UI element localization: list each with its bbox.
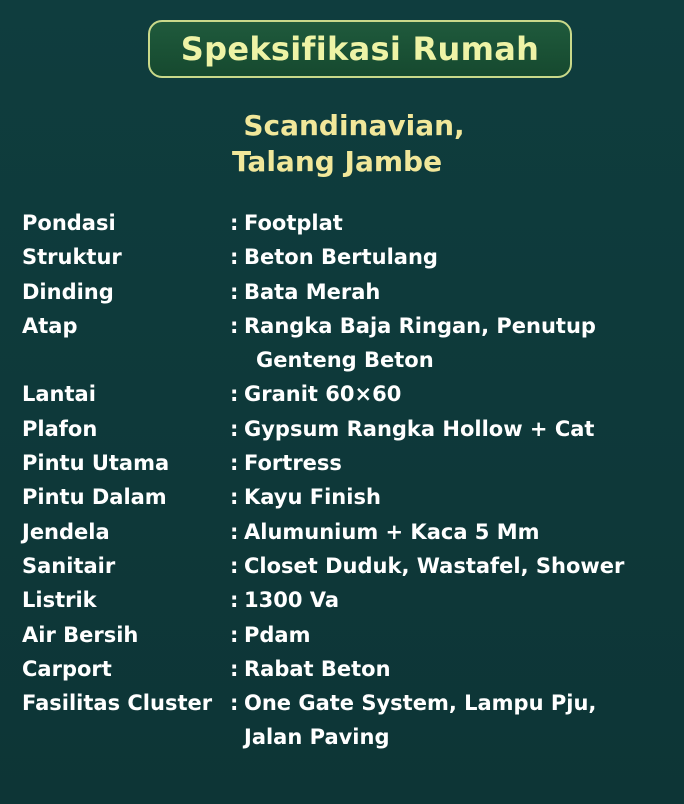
spec-value: Fortress <box>244 451 342 476</box>
spec-row-plafon <box>22 412 662 446</box>
spec-value: Closet Duduk, Wastafel, Shower <box>244 553 625 578</box>
spec-separator: : <box>230 245 239 270</box>
spec-label: Dinding <box>22 279 114 304</box>
spec-label: Fasilitas Cluster <box>22 691 213 716</box>
spec-value: Pdam <box>244 622 311 647</box>
spec-label: Sanitair <box>22 553 116 578</box>
spec-label: Listrik <box>22 588 97 613</box>
spec-label: Carport <box>22 656 112 681</box>
spec-row-pintu-utama <box>22 446 662 480</box>
spec-label: Jendela <box>22 519 110 544</box>
spec-separator: : <box>230 382 239 407</box>
spec-label: Atap <box>22 313 78 338</box>
spec-list <box>22 206 662 755</box>
spec-separator: : <box>230 211 239 235</box>
spec-separator: : <box>230 588 239 613</box>
spec-value: 1300 Va <box>244 588 340 613</box>
spec-separator: : <box>230 279 239 304</box>
spec-separator: : <box>230 451 239 476</box>
spec-row-lantai <box>22 377 662 411</box>
title-banner <box>148 20 572 78</box>
spec-value: Kayu Finish <box>244 485 381 510</box>
spec-label: Pintu Dalam <box>22 485 167 510</box>
spec-row-carport <box>22 652 662 686</box>
spec-row-sanitair <box>22 549 662 583</box>
subtitle-line-2: Talang Jambe <box>231 145 443 178</box>
spec-row-fasilitas-cluster <box>22 686 662 720</box>
spec-label: Pintu Utama <box>22 451 170 476</box>
spec-value: Footplat <box>244 211 343 235</box>
spec-value: Rabat Beton <box>244 656 391 681</box>
spec-label: Air Bersih <box>22 622 139 647</box>
spec-value-continued: Genteng Beton <box>256 348 434 373</box>
spec-separator: : <box>230 313 239 338</box>
spec-row-listrik <box>22 583 662 617</box>
spec-value: Beton Bertulang <box>244 245 438 270</box>
spec-row-atap-continued <box>22 343 662 377</box>
spec-label: Struktur <box>22 245 122 270</box>
spec-separator: : <box>230 622 239 647</box>
spec-value: Gypsum Rangka Hollow + Cat <box>244 416 595 441</box>
spec-value: Rangka Baja Ringan, Penutup <box>244 313 596 338</box>
spec-separator: : <box>230 656 239 681</box>
spec-row-jendela <box>22 515 662 549</box>
spec-value: One Gate System, Lampu Pju, <box>244 691 597 716</box>
spec-row-pondasi <box>22 206 662 240</box>
spec-row-air-bersih <box>22 618 662 652</box>
subtitle-line-1: Scandinavian, <box>243 109 465 142</box>
spec-label: Pondasi <box>22 211 116 235</box>
spec-separator: : <box>230 519 239 544</box>
spec-label: Plafon <box>22 416 98 441</box>
page-title: Speksifikasi Rumah <box>180 30 540 68</box>
spec-label: Lantai <box>22 382 96 407</box>
spec-value: Granit 60×60 <box>244 382 402 407</box>
spec-value: Bata Merah <box>244 279 381 304</box>
spec-row-dinding <box>22 275 662 309</box>
spec-row-struktur <box>22 240 662 274</box>
spec-separator: : <box>230 416 239 441</box>
spec-row-atap <box>22 309 662 343</box>
spec-separator: : <box>230 691 239 716</box>
spec-row-fasilitas-cluster-continued <box>22 720 662 754</box>
spec-value: Alumunium + Kaca 5 Mm <box>244 519 540 544</box>
spec-row-pintu-dalam <box>22 480 662 514</box>
spec-separator: : <box>230 553 239 578</box>
spec-value-continued: Jalan Paving <box>244 725 390 750</box>
spec-separator: : <box>230 485 239 510</box>
